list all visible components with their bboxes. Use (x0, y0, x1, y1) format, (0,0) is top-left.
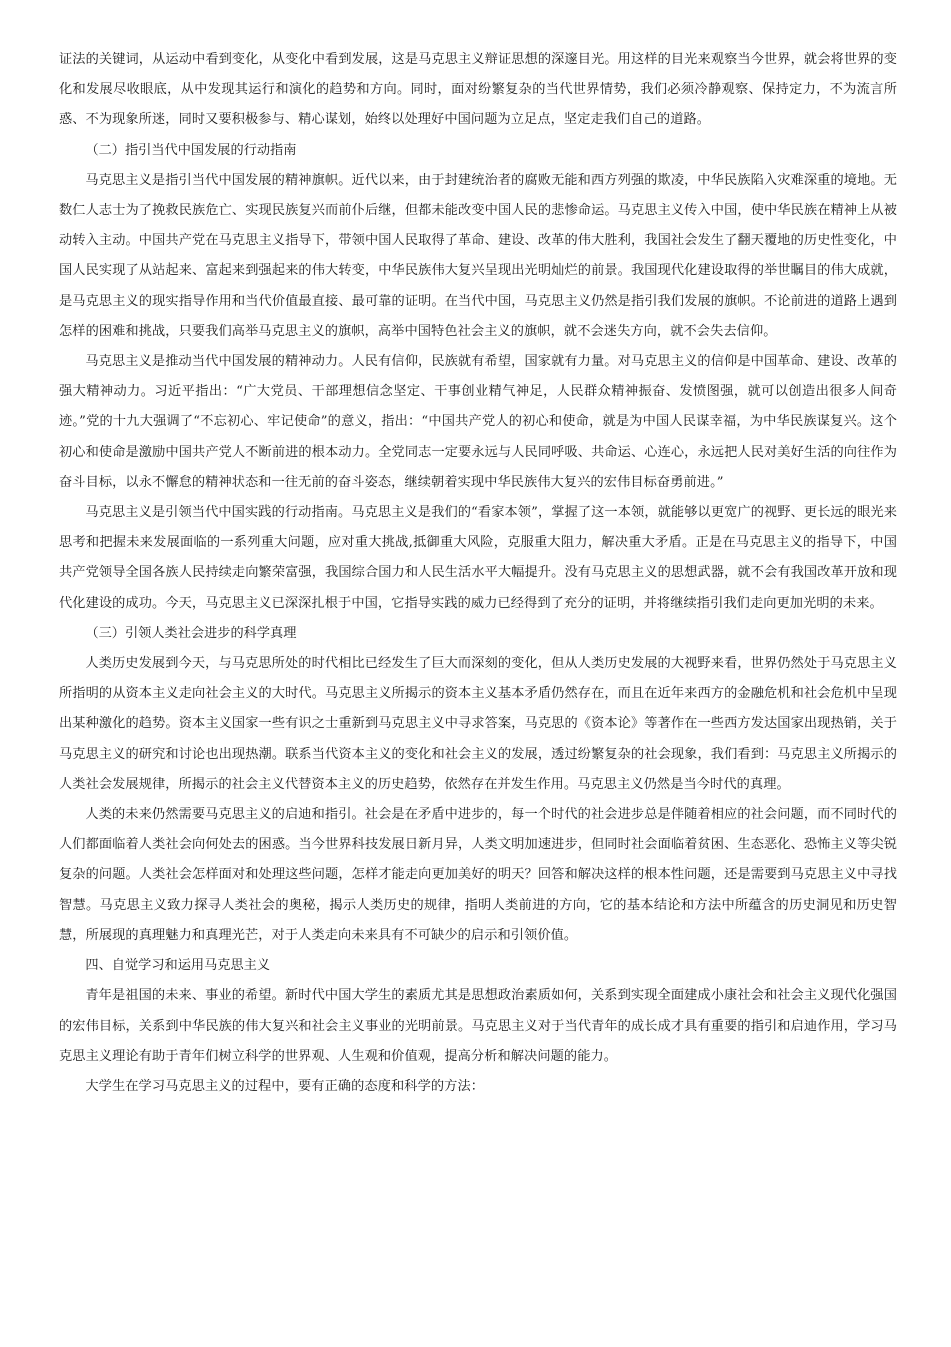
paragraph-4: 马克思主义是引领当代中国实践的行动指南。马克思主义是我们的“看家本领”，掌握了这一本领，就能够以更宽广的视野、更长远的眼光来思考和把握未来发展面临的一系列重大问题，应对重大挑战,抵御重大风险，克服重大阻力，解决重大矛盾。正是在马克思主义的指导下，中国共产党领导全国各族人民持续走向繁荣富强，我国综合国力和人民生活水平大幅提升。没有马克思主义的思想武器，就不会有我国改革开放和现代化建设的成功。今天，马克思主义已深深扎根于中国，它指导实践的威力已经得到了充分的证明，并将继续指引我们走向更加光明的未来。 (59, 505, 897, 611)
paragraph-7: 青年是祖国的未来、事业的希望。新时代中国大学生的素质尤其是思想政治素质如何，关系到实现全面建成小康社会和社会主义现代化强国的宏伟目标，关系到中华民族的伟大复兴和社会主义事业的光明前景。马克思主义对于当代青年的成长成才具有重要的指引和启迪作用，学习马克思主义理论有助于青年们树立科学的世界观、人生观和价值观，提高分析和解决问题的能力。 (59, 988, 897, 1064)
paragraph-1: 证法的关键词，从运动中看到变化，从变化中看到发展，这是马克思主义辩证思想的深邃目光。用这样的目光来观察当今世界，就会将世界的变化和发展尽收眼底，从中发现其运行和演化的趋势和方向。同时，面对纷繁复杂的当代世界情势，我们必须冷静观察、保持定力，不为流言所惑、不为现象所迷，同时又要积极参与、精心谋划，始终以处理好中国问题为立足点，坚定走我们自己的道路。 (59, 52, 897, 128)
section-heading-2: （二）指引当代中国发展的行动指南 (85, 142, 297, 158)
section-heading-3: （三）引领人类社会进步的科学真理 (85, 625, 297, 641)
paragraph-8: 大学生在学习马克思主义的过程中，要有正确的态度和科学的方法： (85, 1078, 485, 1094)
paragraph-3: 马克思主义是推动当代中国发展的精神动力。人民有信仰，民族就有希望，国家就有力量。对马克思主义的信仰是中国革命、建设、改革的强大精神动力。习近平指出：“广大党员、干部理想信念坚定、干事创业精气神足，人民群众精神振奋、发愤图强，就可以创造出很多人间奇迹。”党的十九大强调了“不忘初心、牢记使命”的意义，指出：“中国共产党人的初心和使命，就是为中国人民谋幸福，为中华民族谋复兴。这个初心和使命是激励中国共产党人不断前进的根本动力。全党同志一定要永远与人民同呼吸、共命运、心连心，永远把人民对美好生活的向往作为奋斗目标，以永不懈怠的精神状态和一往无前的奋斗姿态，继续朝着实现中华民族伟大复兴的宏伟目标奋勇前进。” (59, 354, 897, 490)
paragraph-5: 人类历史发展到今天，与马克思所处的时代相比已经发生了巨大而深刻的变化，但从人类历史发展的大视野来看，世界仍然处于马克思主义所指明的从资本主义走向社会主义的大时代。马克思主义所揭示的资本主义基本矛盾仍然存在，而且在近年来西方的金融危机和社会危机中呈现出某种激化的趋势。资本主义国家一些有识之士重新到马克思主义中寻求答案，马克思的《资本论》等著作在一些西方发达国家出现热销，关于马克思主义的研究和讨论也出现热潮。联系当代资本主义的变化和社会主义的发展，透过纷繁复杂的社会现象，我们看到：马克思主义所揭示的人类社会发展规律，所揭示的社会主义代替资本主义的历史趋势，依然存在并发生作用。马克思主义仍然是当今时代的真理。 (59, 656, 897, 792)
chapter-heading-4: 四、自觉学习和运用马克思主义 (85, 958, 271, 974)
paragraph-6: 人类的未来仍然需要马克思主义的启迪和指引。社会是在矛盾中进步的，每一个时代的社会进步总是伴随着相应的社会问题，而不同时代的人们都面临着人类社会向何处去的困惑。当今世界科技发展日新月异，人类文明加速进步，但同时社会面临着贫困、生态恶化、恐怖主义等尖锐复杂的问题。人类社会怎样面对和处理这些问题，怎样才能走向更加美好的明天？回答和解决这样的根本性问题，还是需要到马克思主义中寻找智慧。马克思主义致力探寻人类社会的奥秘，揭示人类历史的规律，指明人类前进的方向，它的基本结论和方法中所蕴含的历史洞见和历史智慧，所展现的真理魅力和真理光芒，对于人类走向未来具有不可缺少的启示和引领价值。 (59, 807, 897, 943)
paragraph-2: 马克思主义是指引当代中国发展的精神旗帜。近代以来，由于封建统治者的腐败无能和西方列强的欺凌，中华民族陷入灾难深重的境地。无数仁人志士为了挽救民族危亡、实现民族复兴而前仆后继，但都未能改变中国人民的悲惨命运。马克思主义传入中国，使中华民族在精神上从被动转入主动。中国共产党在马克思主义指导下，带领中国人民取得了革命、建设、改革的伟大胜利，我国社会发生了翻天覆地的历史性变化，中国人民实现了从站起来、富起来到强起来的伟大转变，中华民族伟大复兴呈现出光明灿烂的前景。我国现代化建设取得的举世瞩目的伟大成就，是马克思主义的现实指导作用和当代价值最直接、最可靠的证明。在当代中国，马克思主义仍然是指引我们发展的旗帜。不论前进的道路上遇到怎样的困难和挑战，只要我们高举马克思主义的旗帜，高举中国特色社会主义的旗帜，就不会迷失方向，就不会失去信仰。 (59, 172, 897, 339)
